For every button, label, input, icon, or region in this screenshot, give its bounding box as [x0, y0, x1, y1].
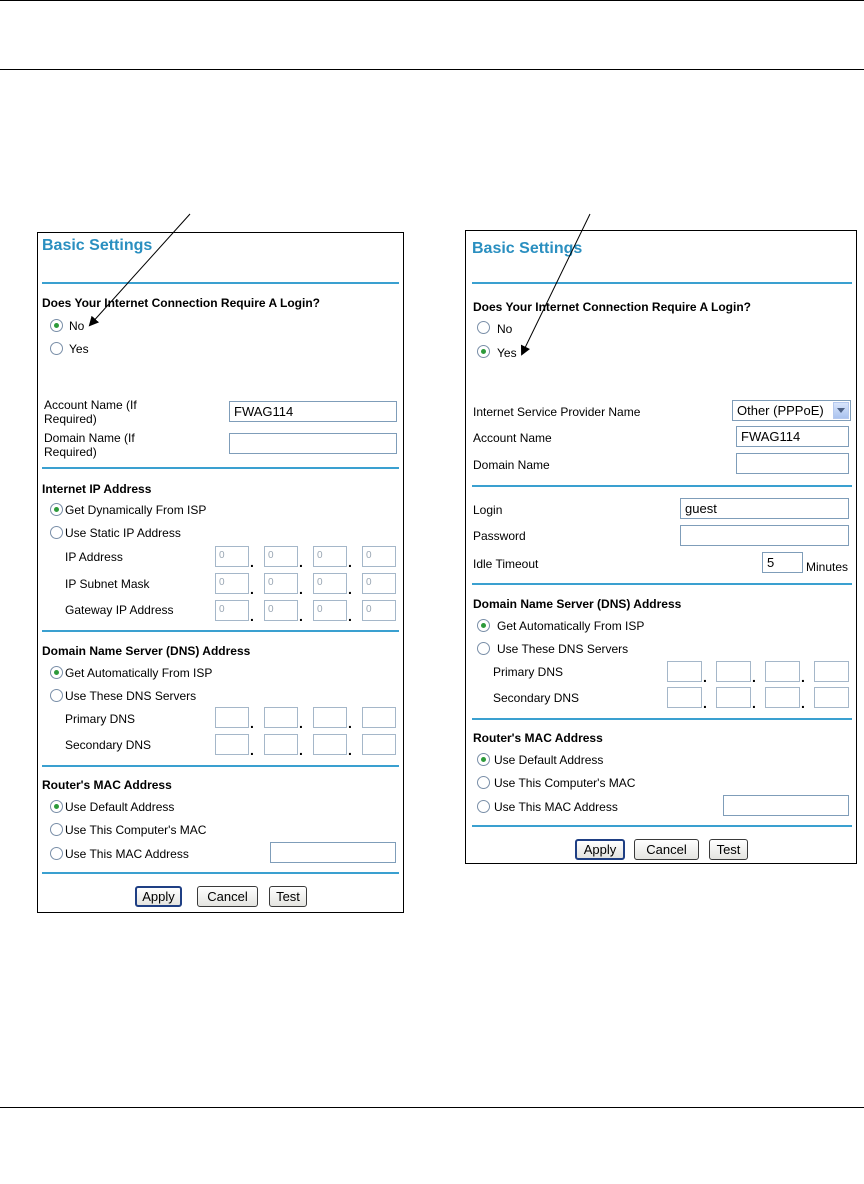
- dot: .: [299, 715, 303, 731]
- login-no-label: No: [497, 322, 513, 336]
- internet-ip-heading: Internet IP Address: [42, 482, 152, 496]
- dot: .: [752, 669, 756, 685]
- cancel-button[interactable]: Cancel: [197, 886, 258, 907]
- domain-name-label: Domain Name: [473, 458, 550, 472]
- dot: .: [250, 554, 254, 570]
- gateway-octet-3[interactable]: 0: [313, 600, 347, 621]
- gateway-octet-2[interactable]: 0: [264, 600, 298, 621]
- mac-heading: Router's MAC Address: [42, 778, 172, 792]
- test-button[interactable]: Test: [709, 839, 748, 860]
- login-no-label: No: [69, 319, 85, 333]
- dns-auto-label: Get Automatically From ISP: [497, 619, 645, 633]
- idle-timeout-label: Idle Timeout: [473, 557, 539, 571]
- login-yes-label: Yes: [69, 342, 89, 356]
- ip-dynamic-label: Get Dynamically From ISP: [65, 503, 207, 517]
- login-yes-label: Yes: [497, 346, 517, 360]
- dns-manual-label: Use These DNS Servers: [497, 642, 629, 656]
- gateway-octet-4[interactable]: 0: [362, 600, 396, 621]
- dot: .: [250, 715, 254, 731]
- cancel-button[interactable]: Cancel: [634, 839, 699, 860]
- subnet-mask-label: IP Subnet Mask: [65, 577, 150, 591]
- login-question: Does Your Internet Connection Require A Login?: [473, 300, 752, 314]
- isp-name-value: Other (PPPoE): [737, 403, 824, 418]
- ip-address-octet-2[interactable]: 0: [264, 546, 298, 567]
- ip-address-octet-3[interactable]: 0: [313, 546, 347, 567]
- dot: .: [250, 608, 254, 624]
- dns-manual-label: Use These DNS Servers: [65, 689, 197, 703]
- gateway-octet-1[interactable]: 0: [215, 600, 249, 621]
- mac-custom-label: Use This MAC Address: [65, 847, 189, 861]
- mac-computer-label: Use This Computer's MAC: [65, 823, 207, 837]
- secondary-dns-label: Secondary DNS: [65, 738, 152, 752]
- dot: .: [348, 742, 352, 758]
- idle-timeout-unit: Minutes: [806, 560, 849, 574]
- login-label: Login: [473, 503, 503, 517]
- dot: .: [348, 715, 352, 731]
- dot: .: [348, 554, 352, 570]
- dot: .: [348, 581, 352, 597]
- domain-name-label: Domain Name (If Required): [44, 431, 135, 459]
- subnet-octet-3[interactable]: 0: [313, 573, 347, 594]
- dot: .: [299, 581, 303, 597]
- account-name-label: Account Name: [473, 431, 552, 445]
- primary-dns-label: Primary DNS: [65, 712, 136, 726]
- panel-title: Basic Settings: [42, 237, 153, 254]
- ip-address-octet-1[interactable]: 0: [215, 546, 249, 567]
- subnet-octet-2[interactable]: 0: [264, 573, 298, 594]
- dot: .: [299, 742, 303, 758]
- ip-address-octet-4[interactable]: 0: [362, 546, 396, 567]
- dot: .: [299, 608, 303, 624]
- dns-heading: Domain Name Server (DNS) Address: [473, 597, 682, 611]
- dot: .: [348, 608, 352, 624]
- dot: .: [801, 669, 805, 685]
- isp-name-label: Internet Service Provider Name: [473, 405, 641, 419]
- mac-custom-label: Use This MAC Address: [494, 800, 618, 814]
- dns-auto-label: Get Automatically From ISP: [65, 666, 213, 680]
- dot: .: [752, 695, 756, 711]
- gateway-label: Gateway IP Address: [65, 603, 174, 617]
- dot: .: [250, 742, 254, 758]
- mac-default-label: Use Default Address: [65, 800, 175, 814]
- ip-address-label: IP Address: [65, 550, 123, 564]
- login-question: Does Your Internet Connection Require A Login?: [42, 296, 321, 310]
- dot: .: [801, 695, 805, 711]
- secondary-dns-label: Secondary DNS: [493, 691, 580, 705]
- mac-computer-label: Use This Computer's MAC: [494, 776, 636, 790]
- test-button[interactable]: Test: [269, 886, 307, 907]
- account-name-label: Account Name (If Required): [44, 398, 137, 426]
- callout-arrow-right: [522, 214, 590, 354]
- panel-title: Basic Settings: [472, 240, 583, 257]
- dot: .: [250, 581, 254, 597]
- callout-arrow-left: [90, 214, 190, 325]
- dot: .: [299, 554, 303, 570]
- dot: .: [703, 669, 707, 685]
- mac-default-label: Use Default Address: [494, 753, 604, 767]
- subnet-octet-1[interactable]: 0: [215, 573, 249, 594]
- dot: .: [703, 695, 707, 711]
- password-label: Password: [473, 529, 526, 543]
- primary-dns-label: Primary DNS: [493, 665, 564, 679]
- dns-heading: Domain Name Server (DNS) Address: [42, 644, 251, 658]
- subnet-octet-4[interactable]: 0: [362, 573, 396, 594]
- apply-button[interactable]: Apply: [135, 886, 182, 907]
- apply-button[interactable]: Apply: [575, 839, 625, 860]
- mac-heading: Router's MAC Address: [473, 731, 603, 745]
- ip-static-label: Use Static IP Address: [65, 526, 181, 540]
